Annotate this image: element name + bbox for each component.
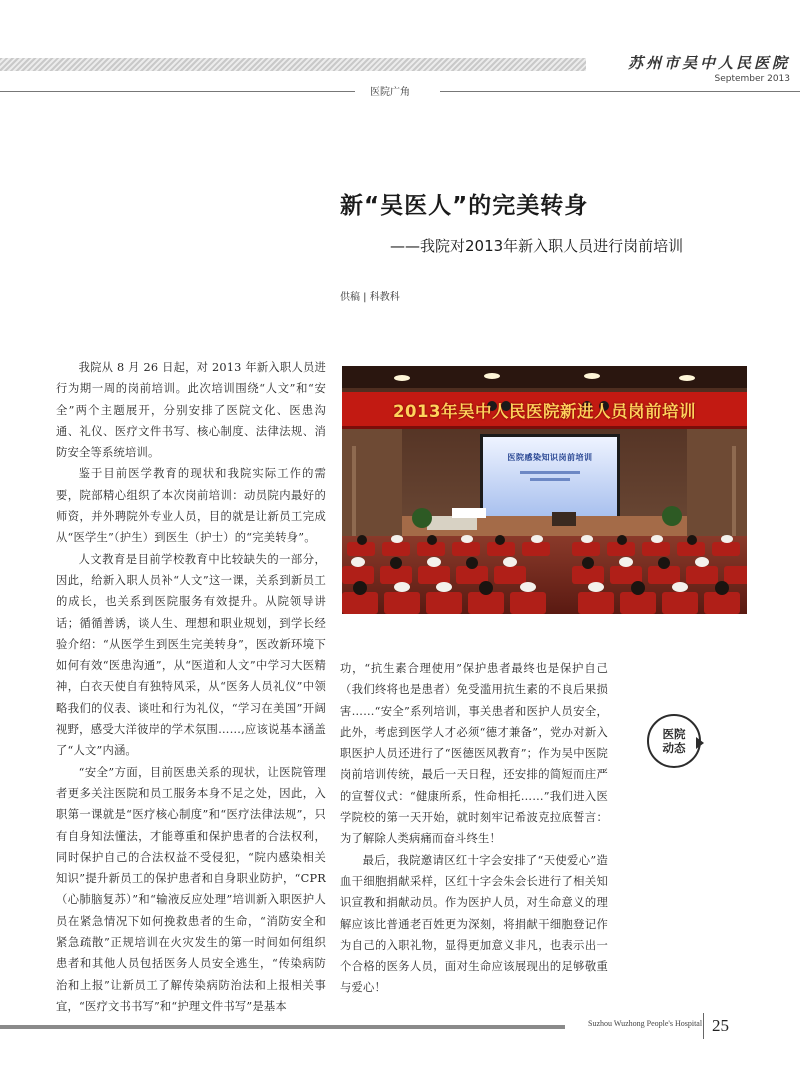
article-subtitle: ——我院对2013年新入职人员进行岗前培训	[390, 237, 684, 255]
section-label: 医院广角	[370, 87, 410, 98]
footer-divider	[703, 1013, 704, 1039]
page-number: 25	[712, 1016, 729, 1035]
photo-banner-text: 2013年吴中人民医院新进人员岗前培训	[393, 402, 696, 421]
paragraph: 最后，我院邀请区红十字会安排了“天使爱心”造血干细胞捐献采样，区红十字会朱会长进行了相关知识宣教和捐献动员。作为医护人员，对生命意义的理解应该比普通老百姓更为深刻，将捐献干细胞登记作为自己的入职礼物，显得更加意义非凡，也表示出一个合格的医务人员，面对生命应该展现出的足够敬重与爱心！	[340, 853, 608, 995]
photo-screen-text: 医院感染知识岗前培训	[507, 453, 593, 462]
body-column-right	[340, 658, 608, 999]
article-byline: 供稿 | 科教科	[340, 292, 400, 303]
paragraph: 人文教育是目前学校教育中比较缺失的一部分，因此，给新入职人员补“人文”这一课，关系到新员工的成长，也关系到医院服务有效提升。从院领导讲话；循循善诱，谈人生、理想和职业规划，到学长经验介绍：“从医学生到医生完美转身”，医改新环境下如何有效“医患沟通”，从“医道和人文”中学习大医精神，白衣天使自有独特风采，从“医务人员礼仪”中领略我们的仪表、谈吐和行为礼仪，“学习在美国”开阔视野，感受大洋彼岸的学术氛围……,应该说基本涵盖了“人文”内涵。	[56, 552, 326, 758]
header-hospital-name: 苏州市吴中人民医院	[627, 54, 790, 72]
badge-pointer	[696, 737, 704, 749]
header-rule-right	[440, 91, 800, 92]
badge-line-1: 医院	[662, 727, 686, 741]
header-rule-left	[0, 91, 355, 92]
header-date: September 2013	[714, 74, 790, 84]
header-stripe	[0, 58, 586, 71]
article-title: 新“吴医人”的完美转身	[340, 193, 589, 219]
section-badge	[647, 714, 701, 768]
paragraph: 鉴于目前医学教育的现状和我院实际工作的需要，院部精心组织了本次岗前培训：动员院内最好的师资，并外聘院外专业人员，目的就是让新员工完成从“医学生”（护生）到医生（护士）的“完美转身”。	[56, 467, 326, 545]
body-column-left	[56, 357, 326, 1017]
footer-bar	[0, 1025, 565, 1029]
paragraph: 我院从 8 月 26 日起，对 2013 年新入职人员进行为期一周的岗前培训。此次培训围绕“人文”和“安全”两个主题展开，分别安排了医院文化、医患沟通、礼仪、医疗文件书写、核心制度、法律法规、消防安全等系统培训。	[56, 361, 326, 460]
badge-line-2: 动态	[662, 741, 686, 755]
paragraph: 功，“抗生素合理使用”保护患者最终也是保护自己（我们终将也是患者）免受滥用抗生素的不良后果损害……“安全”系列培训，事关患者和医护人员安全，此外，考虑到医学人才必须“德才兼备”，党办对新入职医护人员还进行了“医德医风教育”；作为吴中医院岗前培训传统，最后一天日程，还安排的简短而庄严的宣誓仪式：“健康所系，性命相托……”我们进入医学院校的第一天开始，就时刻牢记希波克拉底誓言：为了解除人类病痛而奋斗终生！	[340, 662, 608, 846]
training-photo	[342, 366, 747, 614]
footer-hospital-name: Suzhou Wuzhong People's Hospital	[588, 1019, 703, 1028]
paragraph: “安全”方面，目前医患关系的现状，让医院管理者更多关注医院和员工服务本身不足之处，因此，入职第一课就是“医疗核心制度”和“医疗法律法规”，只有自身知法懂法，才能尊重和保护患者的合法权利，同时保护自己的合法权益不受侵犯，“院内感染相关知识”提升新员工的保护患者和自身职业防护，“CPR（心肺脑复苏）”和“输液反应处理”培训新入职医护人员在紧急情况下如何挽救患者的生命，“消防安全和紧急疏散”正规培训在火灾发生的第一时间如何组织患者和其他人员包括医务人员安全逃生，“传染病防治和上报”让新员工了解传染病防治法和上报相关事宜，“医疗文书书写”和“护理文件书写”是基本	[56, 765, 326, 1013]
